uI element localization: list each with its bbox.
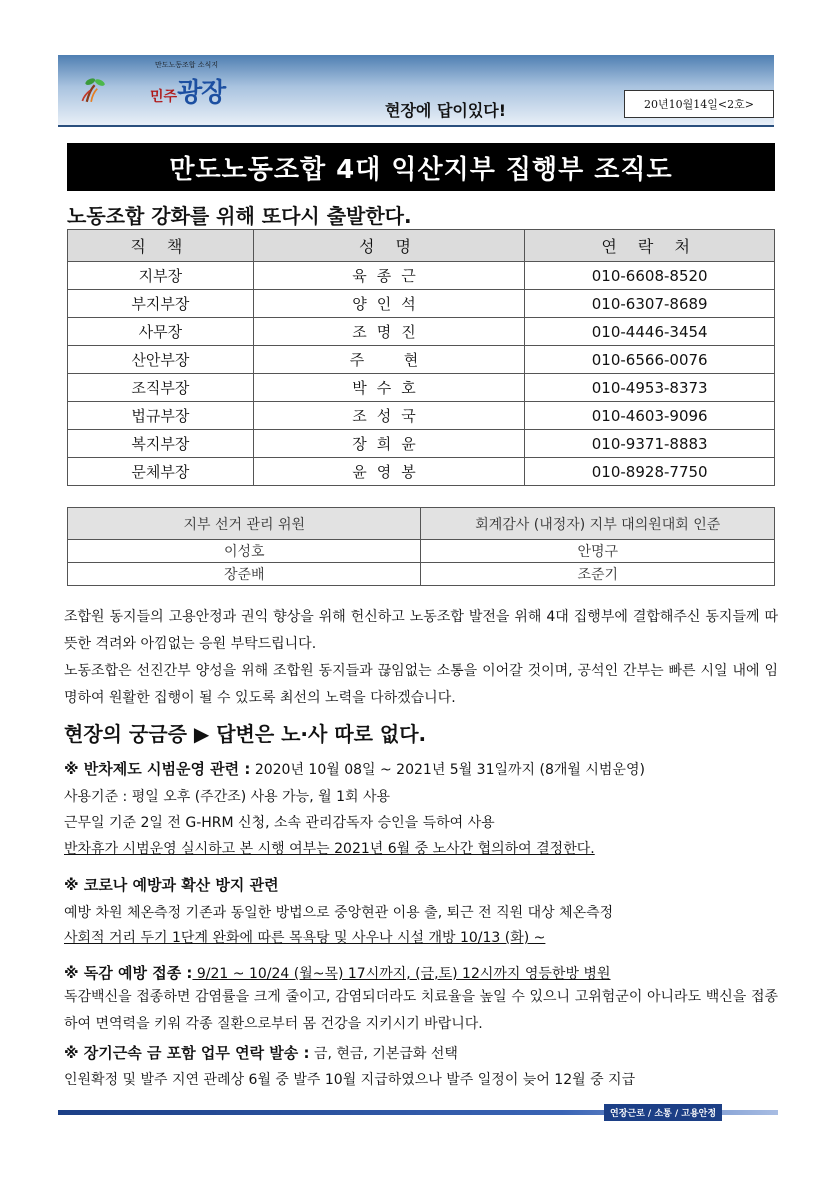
corona-heading: ※ 코로나 예방과 확산 방지 관련 (64, 876, 279, 894)
logo-org-text: 만도노동조합 소식지 (155, 61, 219, 69)
half-day-title: ※ 반차제도 시범운영 관련 : (64, 760, 251, 778)
corona-line: 사회적 거리 두기 1단계 완화에 따른 목욕탕 및 사우나 시설 개방 10/13 (화) ~ (64, 930, 546, 946)
table-row (68, 563, 775, 586)
name-cell: 박수호 (253, 374, 525, 402)
half-day-line: 사용기준 : 평일 오후 (주간조) 사용 가능, 월 1회 사용 (64, 789, 391, 805)
longterm-title: ※ 장기근속 금 포함 업무 연락 발송 : (64, 1044, 310, 1062)
name-cell: 조성국 (253, 402, 525, 430)
longterm-heading (64, 1042, 458, 1063)
table-row (68, 290, 775, 318)
table-row (68, 458, 775, 486)
leaf-logo-icon (78, 57, 148, 123)
committee-cell: 조준기 (421, 563, 775, 586)
role-cell: 사무장 (68, 318, 254, 346)
slogan: 현장에 답이있다! (385, 101, 507, 120)
table-row (68, 374, 775, 402)
paragraph-commitment: 노동조합은 선진간부 양성을 위해 조합원 동지들과 끊임없는 소통을 이어갈 것이며, 공석인 간부는 빠른 시일 내에 임명하여 원활한 집행이 될 수 있도록 최선의 노력을 다하겠습니다. (64, 663, 778, 706)
name-cell: 장희윤 (253, 430, 525, 458)
committee-cell: 이성호 (68, 540, 421, 563)
role-cell: 산안부장 (68, 346, 254, 374)
phone-cell: 010-4603-9096 (525, 402, 775, 430)
table-row (68, 430, 775, 458)
table-row (68, 318, 775, 346)
phone-cell: 010-4446-3454 (525, 318, 775, 346)
issue-date: 20년10월14일<2호> (624, 90, 774, 118)
phone-cell: 010-6608-8520 (525, 262, 775, 290)
longterm-options: 금, 현금, 기본급화 선택 (309, 1046, 458, 1062)
name-cell: 주 현 (253, 346, 525, 374)
role-cell: 지부장 (68, 262, 254, 290)
flu-schedule: 9/21 ~ 10/24 (월~목) 17시까지, (금,토) 12시까지 영등한방 병원 (192, 966, 611, 982)
flu-line: 독감백신을 접종하면 감염률을 크게 줄이고, 감염되더라도 치료율을 높일 수 있으니 고위험군이 아니라도 백신을 접종하여 면역력을 키워 각종 질환으로부터 몸 건강을 지키시기 바랍니다. (64, 989, 778, 1032)
committee-cell: 안명구 (421, 540, 775, 563)
name-cell: 육종근 (253, 262, 525, 290)
table-header-row (68, 230, 775, 262)
flu-heading (64, 962, 610, 983)
phone-cell: 010-6307-8689 (525, 290, 775, 318)
logo-main: 광장 (177, 78, 226, 108)
footer-tag: 연장근로 / 소통 / 고용안정 (604, 1104, 722, 1121)
half-day-period: 2020년 10월 08일 ~ 2021년 5월 31일까지 (8개월 시범운영) (250, 762, 645, 778)
half-day-heading (64, 758, 645, 779)
committee-table (67, 507, 775, 586)
role-cell: 조직부장 (68, 374, 254, 402)
flu-title: ※ 독감 예방 접종 : (64, 964, 193, 982)
header-role: 직 책 (68, 230, 254, 262)
qa-heading: 현장의 궁금증 ▶ 답변은 노·사 따로 없다. (64, 722, 427, 746)
org-table (67, 229, 775, 486)
corona-line: 예방 차원 체온측정 기존과 동일한 방법으로 중앙현관 이용 출, 퇴근 전 직원 대상 체온측정 (64, 905, 614, 921)
header-phone: 연 락 처 (525, 230, 775, 262)
phone-cell: 010-4953-8373 (525, 374, 775, 402)
page-title: 만도노동조합 4대 익산지부 집행부 조직도 (67, 143, 775, 191)
paragraph-thanks: 조합원 동지들의 고용안정과 권익 향상을 위해 헌신하고 노동조합 발전을 위해 4대 집행부에 결합해주신 동지들께 따뜻한 격려와 아낌없는 응원 부탁드립니다. (64, 609, 778, 652)
header-election-committee: 지부 선거 관리 위원 (68, 508, 421, 540)
header-audit: 회계감사 (내정자) 지부 대의원대회 인준 (421, 508, 775, 540)
role-cell: 문체부장 (68, 458, 254, 486)
longterm-line: 인원확정 및 발주 지연 관례상 6월 중 발주 10월 지급하였으나 발주 일정이 늦어 12월 중 지급 (64, 1072, 636, 1088)
table-header-row (68, 508, 775, 540)
name-cell: 윤영봉 (253, 458, 525, 486)
committee-cell: 장준배 (68, 563, 421, 586)
role-cell: 부지부장 (68, 290, 254, 318)
role-cell: 복지부장 (68, 430, 254, 458)
name-cell: 양인석 (253, 290, 525, 318)
half-day-line: 반차휴가 시범운영 실시하고 본 시행 여부는 2021년 6월 중 노사간 협의하여 결정한다. (64, 841, 595, 857)
header-name: 성 명 (253, 230, 525, 262)
phone-cell: 010-6566-0076 (525, 346, 775, 374)
half-day-line: 근무일 기준 2일 전 G-HRM 신청, 소속 관리감독자 승인을 득하여 사용 (64, 815, 495, 831)
subtitle: 노동조합 강화를 위해 또다시 출발한다. (67, 204, 412, 228)
table-row (68, 262, 775, 290)
phone-cell: 010-8928-7750 (525, 458, 775, 486)
logo-prefix: 민주 (150, 89, 178, 105)
role-cell: 법규부장 (68, 402, 254, 430)
name-cell: 조명진 (253, 318, 525, 346)
table-row (68, 346, 775, 374)
phone-cell: 010-9371-8883 (525, 430, 775, 458)
table-row (68, 540, 775, 563)
logo-name (150, 72, 225, 109)
table-row (68, 402, 775, 430)
